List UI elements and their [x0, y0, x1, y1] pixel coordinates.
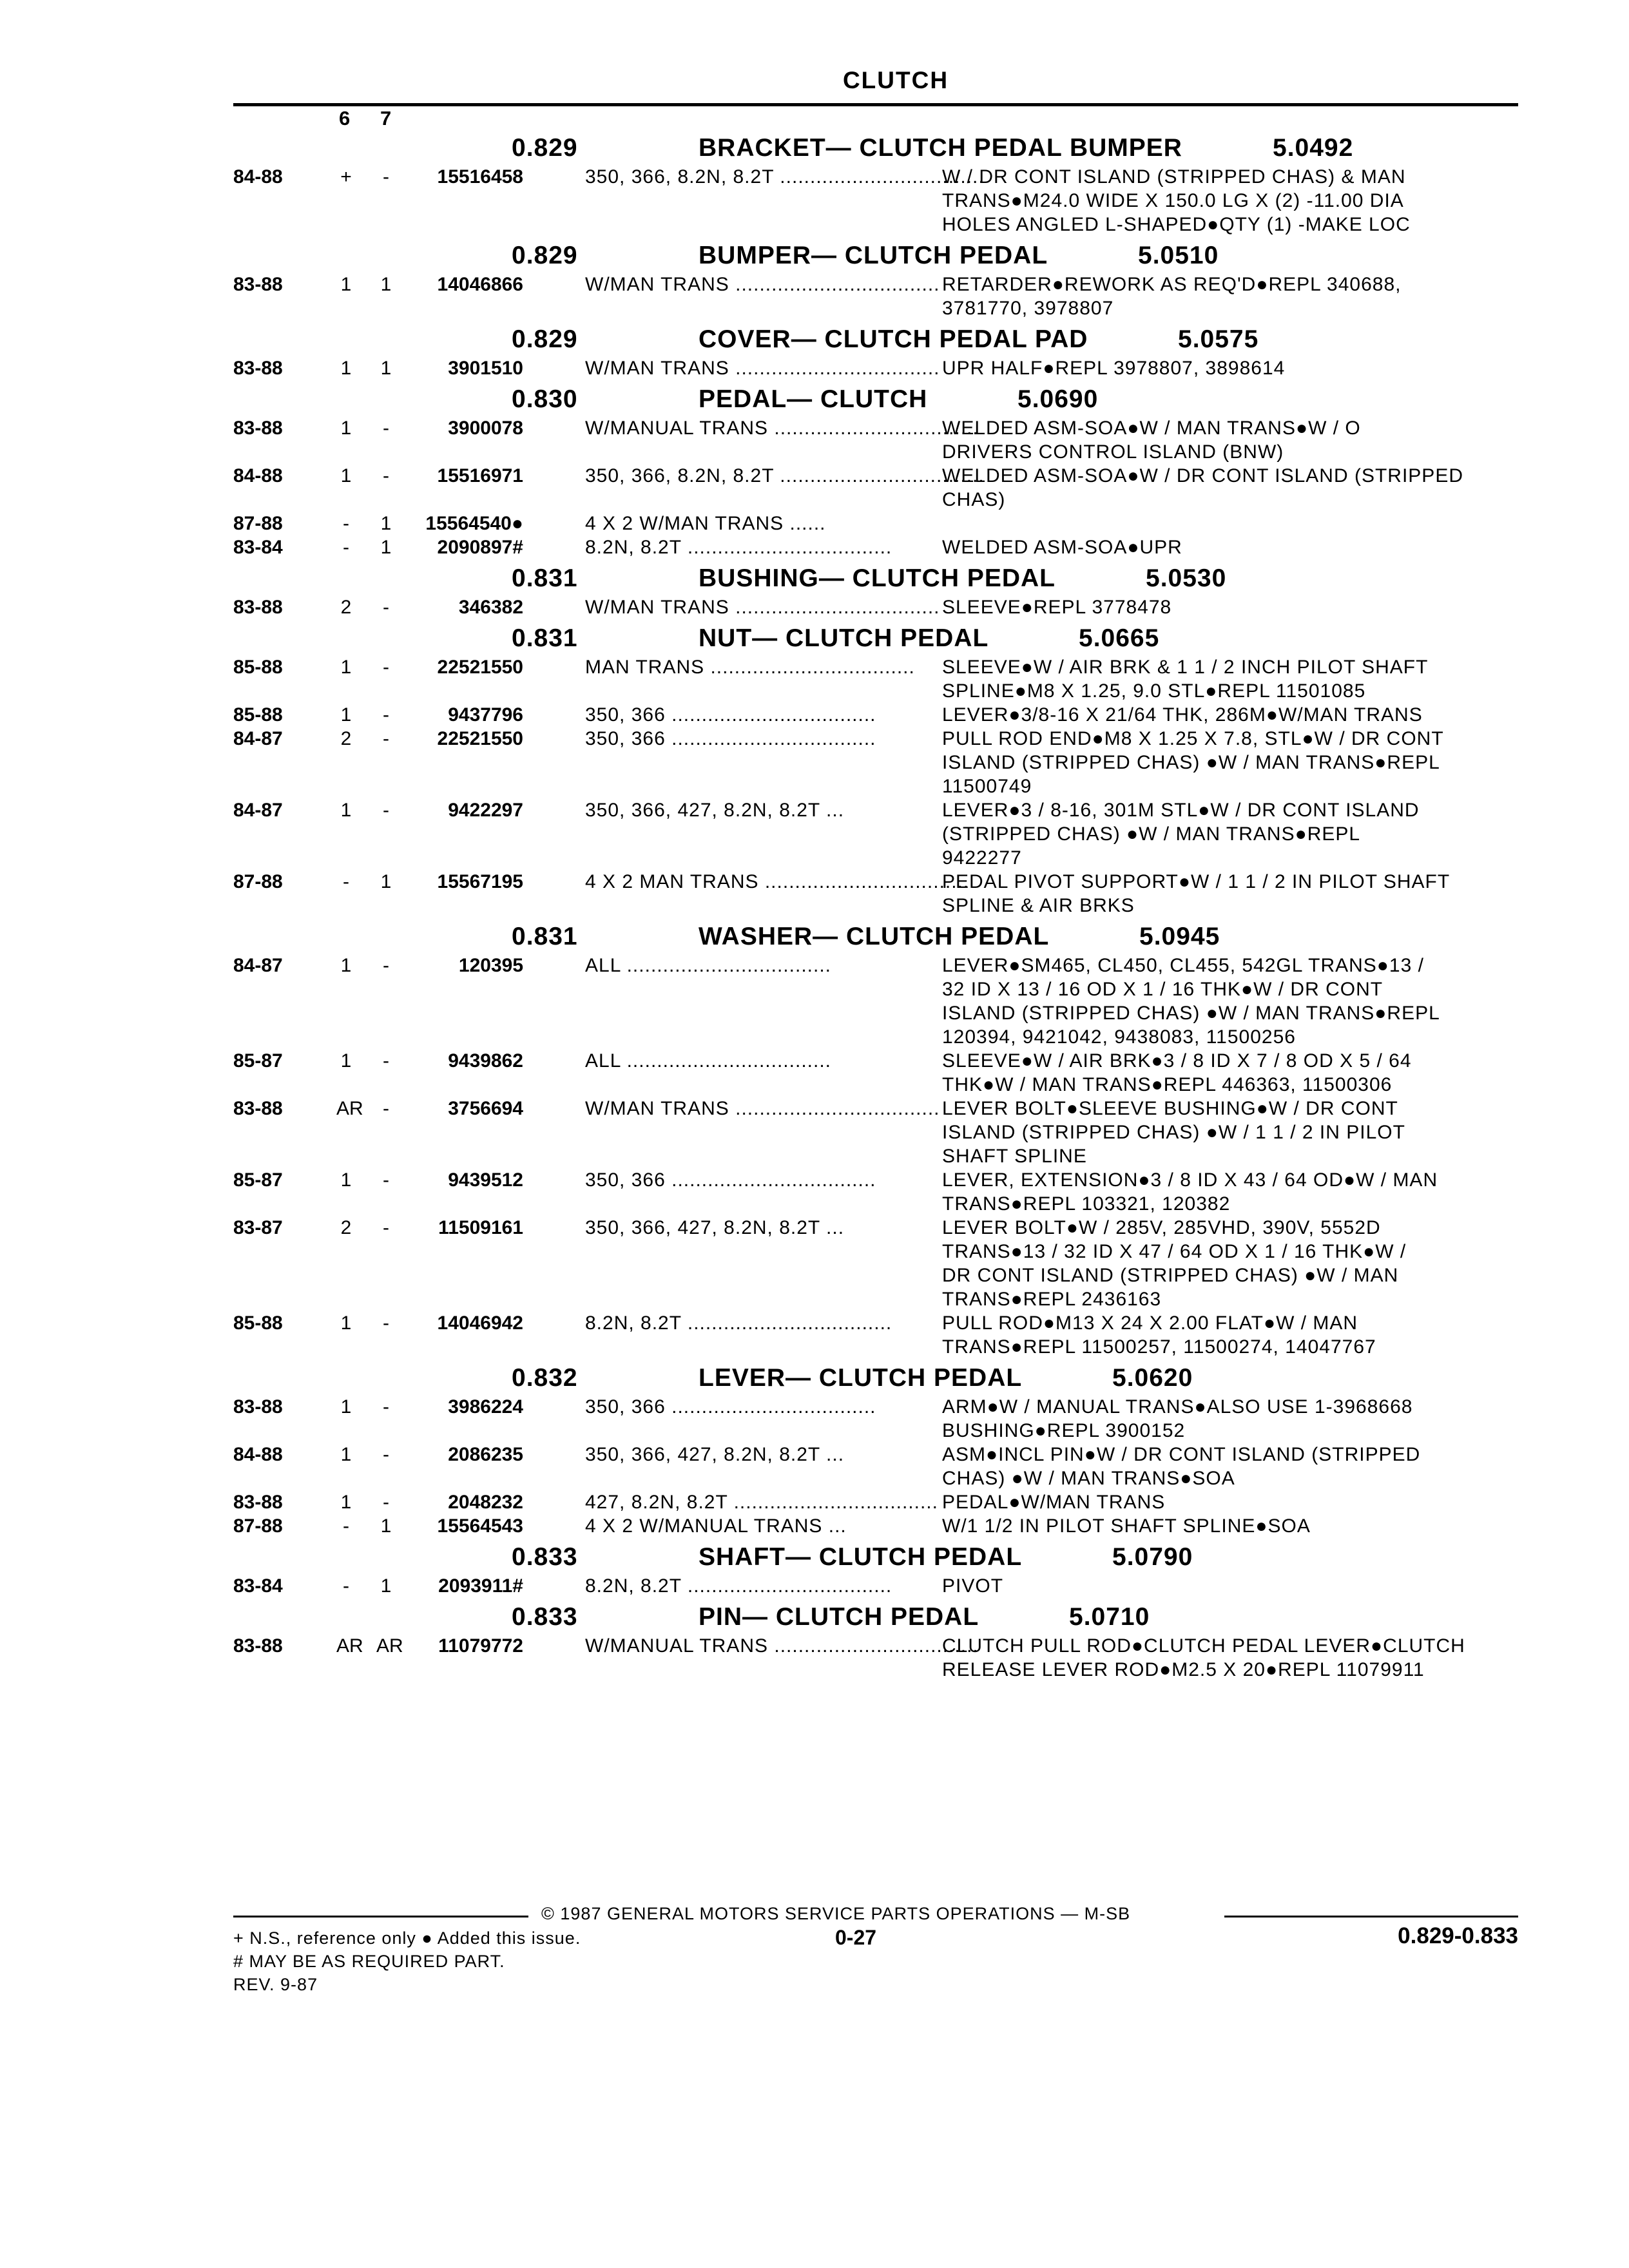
part-description: [942, 1312, 1376, 1360]
description-line: SLEEVE●W / AIR BRK & 1 1 / 2 INCH PILOT SHAFT: [942, 657, 1429, 678]
qty-col-7: -: [383, 704, 389, 726]
qty-col-7: -: [383, 1050, 389, 1072]
part-description: [942, 1635, 1465, 1683]
qty-col-6: 1: [340, 1050, 352, 1072]
description-line: TRANS●M24.0 WIDE X 150.0 LG X (2) -11.00 DIA: [942, 190, 1404, 211]
part-number: 3986224: [448, 1396, 523, 1418]
description-line: CLUTCH PULL ROD●CLUTCH PEDAL LEVER●CLUTCH: [942, 1635, 1465, 1657]
qty-col-6: -: [343, 1575, 349, 1597]
application: 4 X 2 MAN TRANS ..................................: [585, 871, 970, 892]
section-name: PIN— CLUTCH PEDAL: [699, 1603, 979, 1631]
description-line: BUSHING●REPL 3900152: [942, 1420, 1186, 1441]
qty-col-6: 1: [340, 274, 352, 295]
model-years: 83-88: [233, 1635, 283, 1657]
qty-col-7: 1: [380, 1515, 392, 1537]
application: MAN TRANS ..................................: [585, 657, 915, 678]
application: 4 X 2 W/MANUAL TRANS ...: [585, 1515, 847, 1537]
qty-col-7: 1: [380, 358, 392, 379]
description-line: WELDED ASM-SOA●W / DR CONT ISLAND (STRIPPED: [942, 465, 1463, 486]
application: 8.2N, 8.2T ..................................: [585, 537, 892, 558]
application: W/MANUAL TRANS ..................................: [585, 1635, 979, 1657]
description-line: LEVER●SM465, CL450, CL455, 542GL TRANS●13 /: [942, 955, 1424, 976]
section-ref-number: 5.0690: [1017, 385, 1099, 413]
section-code: 0.831: [512, 923, 578, 950]
model-years: 85-88: [233, 704, 283, 726]
application: 350, 366 ..................................: [585, 1169, 876, 1191]
qty-col-6: AR: [336, 1635, 363, 1657]
qty-col-6: -: [343, 871, 349, 892]
description-line: LEVER BOLT●W / 285V, 285VHD, 390V, 5552D: [942, 1217, 1381, 1238]
application: 350, 366, 427, 8.2N, 8.2T ...: [585, 1217, 845, 1238]
section-code: 0.833: [512, 1603, 578, 1631]
qty-col-7: -: [383, 1098, 389, 1119]
qty-col-7: -: [383, 955, 389, 976]
model-years: 87-88: [233, 1515, 283, 1537]
description-line: ISLAND (STRIPPED CHAS) ●W / MAN TRANS●REPL: [942, 752, 1440, 773]
section-ref-number: 5.0530: [1146, 564, 1227, 592]
description-line: W/1 1/2 IN PILOT SHAFT SPLINE●SOA: [942, 1515, 1311, 1537]
application: 350, 366 ..................................: [585, 728, 876, 749]
part-description: [942, 1098, 1405, 1169]
qty-col-6: -: [343, 537, 349, 558]
model-years: 83-87: [233, 1217, 283, 1238]
qty-col-6: 1: [340, 1396, 352, 1418]
application: 350, 366 ..................................: [585, 1396, 876, 1418]
model-years: 83-84: [233, 537, 283, 558]
column-header-6: 6: [339, 107, 351, 130]
application: 350, 366, 427, 8.2N, 8.2T ...: [585, 1444, 845, 1465]
part-number: 2093911#: [438, 1575, 523, 1597]
section-ref-number: 5.0945: [1139, 923, 1220, 950]
part-number: 2090897#: [437, 537, 523, 558]
model-years: 83-88: [233, 1396, 283, 1418]
qty-col-7: -: [383, 1396, 389, 1418]
part-number: 22521550: [437, 728, 523, 749]
model-years: 83-88: [233, 418, 283, 439]
qty-col-7: 1: [380, 537, 392, 558]
qty-col-6: 1: [340, 1169, 352, 1191]
qty-col-6: 1: [340, 1444, 352, 1465]
section-code: 0.833: [512, 1543, 578, 1571]
model-years: 84-87: [233, 728, 283, 749]
footer-note-as-required: # MAY BE AS REQUIRED PART.: [233, 1952, 505, 1971]
qty-col-7: -: [383, 1217, 389, 1238]
footer-section-range: 0.829-0.833: [1398, 1923, 1518, 1948]
header-rule: [233, 103, 1518, 106]
description-line: HOLES ANGLED L-SHAPED●QTY (1) -MAKE LOC: [942, 214, 1411, 235]
part-number: 2086235: [448, 1444, 523, 1465]
part-description: [942, 955, 1440, 1050]
part-description: [942, 1492, 1165, 1515]
part-description: [942, 1217, 1406, 1312]
qty-col-6: 2: [340, 597, 352, 618]
model-years: 87-88: [233, 513, 283, 534]
application: W/MANUAL TRANS ..................................: [585, 418, 979, 439]
description-line: SPLINE●M8 X 1.25, 9.0 STL●REPL 11501085: [942, 680, 1366, 702]
description-line: SLEEVE●W / AIR BRK●3 / 8 ID X 7 / 8 OD X 5 / 64: [942, 1050, 1412, 1072]
part-number: 9437796: [448, 704, 523, 726]
section-ref-number: 5.0575: [1178, 325, 1259, 353]
qty-col-7: 1: [380, 871, 392, 892]
description-line: LEVER BOLT●SLEEVE BUSHING●W / DR CONT: [942, 1098, 1398, 1119]
description-line: W / DR CONT ISLAND (STRIPPED CHAS) & MAN: [942, 166, 1406, 187]
application: 350, 366 ..................................: [585, 704, 876, 726]
section-code: 0.829: [512, 242, 578, 269]
application: 350, 366, 427, 8.2N, 8.2T ...: [585, 800, 845, 821]
part-number: 14046942: [437, 1312, 523, 1334]
application: ALL ..................................: [585, 955, 831, 976]
section-name: SHAFT— CLUTCH PEDAL: [699, 1543, 1023, 1571]
description-line: CHAS): [942, 489, 1006, 510]
part-number: 15564543: [437, 1515, 523, 1537]
qty-col-6: 1: [340, 358, 352, 379]
application: 8.2N, 8.2T ..................................: [585, 1575, 892, 1597]
qty-col-6: 1: [340, 1312, 352, 1334]
model-years: 87-88: [233, 871, 283, 892]
qty-col-6: 1: [340, 657, 352, 678]
description-line: PULL ROD●M13 X 24 X 2.00 FLAT●W / MAN: [942, 1312, 1358, 1334]
section-code: 0.830: [512, 385, 578, 413]
part-number: 2048232: [448, 1492, 523, 1513]
model-years: 85-87: [233, 1169, 283, 1191]
part-description: [942, 1444, 1420, 1492]
model-years: 83-88: [233, 597, 283, 618]
qty-col-7: -: [383, 800, 389, 821]
qty-col-6: 1: [340, 955, 352, 976]
part-description: [942, 1396, 1412, 1444]
model-years: 83-88: [233, 358, 283, 379]
application: 350, 366, 8.2N, 8.2T ..................................: [585, 166, 985, 187]
section-name: BUSHING— CLUTCH PEDAL: [699, 564, 1055, 592]
qty-col-6: -: [343, 1515, 349, 1537]
footer-rule-left: [233, 1916, 528, 1917]
application: 350, 366, 8.2N, 8.2T ..................................: [585, 465, 985, 486]
part-description: [942, 166, 1411, 238]
description-line: SLEEVE●REPL 3778478: [942, 597, 1172, 618]
qty-col-6: 2: [340, 1217, 352, 1238]
qty-col-6: -: [343, 513, 349, 534]
description-line: THK●W / MAN TRANS●REPL 446363, 11500306: [942, 1074, 1393, 1095]
description-line: LEVER, EXTENSION●3 / 8 ID X 43 / 64 OD●W / MAN: [942, 1169, 1438, 1191]
section-code: 0.829: [512, 325, 578, 353]
part-description: [942, 1169, 1438, 1217]
description-line: RETARDER●REWORK AS REQ'D●REPL 340688,: [942, 274, 1402, 295]
qty-col-6: 1: [340, 704, 352, 726]
part-number: 3756694: [448, 1098, 523, 1119]
part-number: 15567195: [437, 871, 523, 892]
model-years: 83-88: [233, 1098, 283, 1119]
qty-col-7: -: [383, 465, 389, 486]
section-name: COVER— CLUTCH PEDAL PAD: [699, 325, 1088, 353]
part-description: [942, 465, 1463, 513]
description-line: ARM●W / MANUAL TRANS●ALSO USE 1-3968668: [942, 1396, 1413, 1418]
description-line: PEDAL PIVOT SUPPORT●W / 1 1 / 2 IN PILOT SHAFT: [942, 871, 1451, 892]
section-code: 0.829: [512, 134, 578, 162]
part-number: 11079772: [438, 1635, 523, 1657]
description-line: TRANS●REPL 2436163: [942, 1289, 1162, 1310]
part-number: 9439862: [448, 1050, 523, 1072]
application: 427, 8.2N, 8.2T ..................................: [585, 1492, 938, 1513]
qty-col-6: 1: [340, 800, 352, 821]
qty-col-7: -: [383, 166, 389, 187]
description-line: ASM●INCL PIN●W / DR CONT ISLAND (STRIPPED: [942, 1444, 1421, 1465]
application: W/MAN TRANS ..................................: [585, 597, 940, 618]
description-line: DR CONT ISLAND (STRIPPED CHAS) ●W / MAN: [942, 1265, 1399, 1286]
part-number: 9439512: [448, 1169, 523, 1191]
section-name: BUMPER— CLUTCH PEDAL: [699, 242, 1048, 269]
description-line: LEVER●3 / 8-16, 301M STL●W / DR CONT ISLAND: [942, 800, 1420, 821]
description-line: 3781770, 3978807: [942, 298, 1114, 319]
qty-col-6: 1: [340, 1492, 352, 1513]
model-years: 84-87: [233, 800, 283, 821]
part-number: 9422297: [448, 800, 523, 821]
page-title: CLUTCH: [842, 67, 949, 93]
section-name: LEVER— CLUTCH PEDAL: [699, 1364, 1023, 1392]
qty-col-7: 1: [380, 513, 392, 534]
qty-col-6: AR: [336, 1098, 363, 1119]
part-description: [942, 418, 1361, 465]
section-ref-number: 5.0510: [1138, 242, 1219, 269]
part-number: 11509161: [438, 1217, 523, 1238]
model-years: 84-87: [233, 955, 283, 976]
footer-note-legend: + N.S., reference only ● Added this issue.: [233, 1928, 581, 1948]
section-name: BRACKET— CLUTCH PEDAL BUMPER: [699, 134, 1182, 162]
model-years: 85-88: [233, 1312, 283, 1334]
part-description: [942, 1575, 1003, 1599]
footer-revision: REV. 9-87: [233, 1975, 318, 1994]
model-years: 84-88: [233, 465, 283, 486]
description-line: PULL ROD END●M8 X 1.25 X 7.8, STL●W / DR CONT: [942, 728, 1444, 749]
application: 4 X 2 W/MAN TRANS ......: [585, 513, 826, 534]
section-code: 0.831: [512, 564, 578, 592]
description-line: 9422277: [942, 847, 1022, 869]
description-line: CHAS) ●W / MAN TRANS●SOA: [942, 1468, 1235, 1489]
qty-col-7: AR: [376, 1635, 403, 1657]
qty-col-7: -: [383, 1312, 389, 1334]
qty-col-7: -: [383, 418, 389, 439]
part-description: [942, 728, 1444, 800]
application: W/MAN TRANS ..................................: [585, 274, 940, 295]
description-line: UPR HALF●REPL 3978807, 3898614: [942, 358, 1286, 379]
section-name: WASHER— CLUTCH PEDAL: [699, 923, 1050, 950]
model-years: 84-88: [233, 1444, 283, 1465]
description-line: ISLAND (STRIPPED CHAS) ●W / 1 1 / 2 IN PILOT: [942, 1122, 1405, 1143]
description-line: PEDAL●W/MAN TRANS: [942, 1492, 1166, 1513]
model-years: 85-87: [233, 1050, 283, 1072]
application: W/MAN TRANS ..................................: [585, 358, 940, 379]
qty-col-7: -: [383, 1444, 389, 1465]
part-description: [942, 274, 1402, 322]
part-number: 14046866: [437, 274, 523, 295]
part-description: [942, 597, 1171, 620]
description-line: WELDED ASM-SOA●UPR: [942, 537, 1182, 558]
description-line: SPLINE & AIR BRKS: [942, 895, 1135, 916]
footer-rule-right: [1224, 1916, 1518, 1917]
qty-col-6: 1: [340, 465, 352, 486]
section-name: PEDAL— CLUTCH: [699, 385, 928, 413]
description-line: DRIVERS CONTROL ISLAND (BNW): [942, 441, 1284, 463]
qty-col-7: -: [383, 728, 389, 749]
part-description: [942, 358, 1285, 381]
section-ref-number: 5.0492: [1273, 134, 1354, 162]
qty-col-7: -: [383, 657, 389, 678]
section-ref-number: 5.0710: [1069, 1603, 1150, 1631]
qty-col-7: -: [383, 597, 389, 618]
qty-col-7: 1: [380, 1575, 392, 1597]
description-line: 11500749: [942, 776, 1032, 797]
model-years: 83-84: [233, 1575, 283, 1597]
application: W/MAN TRANS ..................................: [585, 1098, 940, 1119]
qty-col-7: -: [383, 1169, 389, 1191]
section-name: NUT— CLUTCH PEDAL: [699, 624, 989, 652]
description-line: TRANS●13 / 32 ID X 47 / 64 OD X 1 / 16 THK●W /: [942, 1241, 1407, 1262]
description-line: 32 ID X 13 / 16 OD X 1 / 16 THK●W / DR CONT: [942, 979, 1383, 1000]
description-line: 120394, 9421042, 9438083, 11500256: [942, 1026, 1296, 1048]
section-code: 0.832: [512, 1364, 578, 1392]
section-ref-number: 5.0665: [1079, 624, 1160, 652]
part-number: 120395: [458, 955, 523, 976]
section-ref-number: 5.0620: [1112, 1364, 1193, 1392]
qty-col-6: 2: [340, 728, 352, 749]
model-years: 83-88: [233, 274, 283, 295]
part-description: [942, 871, 1450, 919]
application: ALL ..................................: [585, 1050, 831, 1072]
part-number: 3900078: [448, 418, 523, 439]
column-header-7: 7: [380, 107, 392, 130]
part-number: 3901510: [448, 358, 523, 379]
part-description: [942, 1515, 1311, 1539]
part-description: [942, 537, 1182, 561]
part-number: 15516971: [437, 465, 523, 486]
part-description: [942, 704, 1423, 728]
qty-col-6: +: [340, 166, 352, 187]
footer-copyright: © 1987 GENERAL MOTORS SERVICE PARTS OPERATIONS — M-SB: [541, 1904, 1131, 1923]
description-line: RELEASE LEVER ROD●M2.5 X 20●REPL 11079911: [942, 1659, 1425, 1680]
model-years: 85-88: [233, 657, 283, 678]
qty-col-6: 1: [340, 418, 352, 439]
part-number: 15516458: [437, 166, 523, 187]
qty-col-7: 1: [380, 274, 392, 295]
footer-page-number: 0-27: [835, 1926, 877, 1949]
application: 8.2N, 8.2T ..................................: [585, 1312, 892, 1334]
description-line: SHAFT SPLINE: [942, 1146, 1087, 1167]
description-line: LEVER●3/8-16 X 21/64 THK, 286M●W/MAN TRANS: [942, 704, 1423, 726]
section-code: 0.831: [512, 624, 578, 652]
part-number: 15564540●: [425, 513, 523, 534]
part-description: [942, 800, 1420, 871]
section-ref-number: 5.0790: [1112, 1543, 1193, 1571]
qty-col-7: -: [383, 1492, 389, 1513]
description-line: ISLAND (STRIPPED CHAS) ●W / MAN TRANS●REPL: [942, 1003, 1440, 1024]
description-line: PIVOT: [942, 1575, 1004, 1597]
model-years: 84-88: [233, 166, 283, 187]
description-line: TRANS●REPL 103321, 120382: [942, 1193, 1231, 1215]
part-number: 22521550: [437, 657, 523, 678]
part-description: [942, 1050, 1412, 1098]
description-line: TRANS●REPL 11500257, 11500274, 14047767: [942, 1336, 1376, 1358]
description-line: WELDED ASM-SOA●W / MAN TRANS●W / O: [942, 418, 1361, 439]
part-number: 346382: [458, 597, 523, 618]
model-years: 83-88: [233, 1492, 283, 1513]
part-description: [942, 657, 1428, 704]
description-line: (STRIPPED CHAS) ●W / MAN TRANS●REPL: [942, 823, 1361, 845]
